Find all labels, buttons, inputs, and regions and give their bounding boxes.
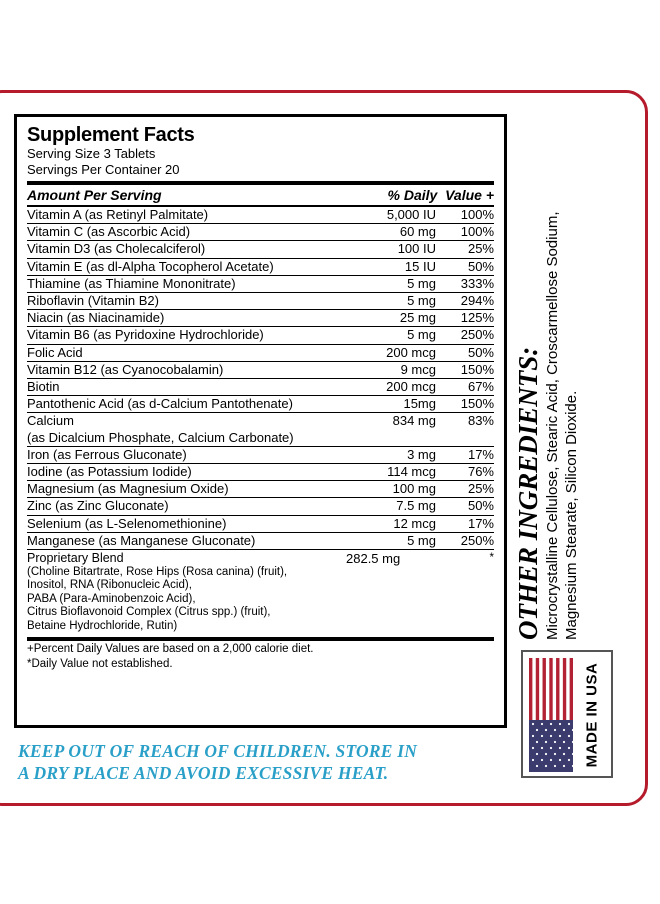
other-ingredients-panel [513,110,603,640]
nutrient-name: Vitamin C (as Ascorbic Acid) [27,224,191,240]
other-ingredients-line-1: Microcrystalline Cellulose, Stearic Acid, Croscarmellose Sodium, [544,211,561,640]
nutrient-row [27,464,494,481]
nutrient-row [27,224,494,241]
nutrient-row [27,241,494,258]
nutrient-name: Vitamin E (as dl-Alpha Tocopherol Acetate) [27,258,274,274]
blend-daily-value: * [489,552,494,565]
nutrient-name: Biotin [27,379,60,395]
nutrient-daily-value: 50% [467,258,494,274]
nutrient-daily-value: 294% [460,293,494,309]
us-flag-icon [529,658,573,772]
nutrient-amount: 7.5 mg [396,498,436,514]
made-in-usa-badge [521,650,613,778]
nutrient-daily-value: 250% [460,532,494,548]
warning-line-1: KEEP OUT OF REACH OF CHILDREN. STORE IN [18,741,418,761]
nutrient-daily-value: 17% [467,446,494,462]
proprietary-blend-row [27,550,494,637]
nutrient-amount: 200 mcg [386,344,436,360]
nutrient-name: Riboflavin (Vitamin B2) [27,293,159,309]
other-ingredients-title: OTHER INGREDIENTS: [513,346,543,640]
nutrient-name: Vitamin B12 (as Cyanocobalamin) [27,361,224,377]
nutrient-amount: 60 mg [399,224,436,240]
nutrient-name: Calcium (as Dicalcium Phosphate, Calcium Carbonate) [27,413,294,445]
other-ingredients-line-2: Magnesium Stearate, Silicon Dioxide. [563,390,580,640]
nutrient-amount: 114 mcg [387,464,436,480]
blend-line: PABA (Para-Aminobenzoic Acid), [27,592,196,605]
nutrient-amount: 5 mg [407,293,436,309]
nutrient-daily-value: 100% [460,207,494,222]
nutrient-row [27,293,494,310]
nutrient-daily-value: 67% [467,379,494,395]
nutrient-daily-value: 150% [460,361,494,377]
daily-value-label: % Daily Value + [387,187,494,203]
nutrient-daily-value: 125% [460,310,494,326]
nutrient-daily-value: 100% [460,224,494,240]
nutrient-amount: 834 mg [392,413,436,429]
nutrient-amount: 5 mg [407,275,436,291]
nutrient-amount: 15 IU [404,258,436,274]
nutrient-amount: 25 mg [399,310,436,326]
nutrient-name: Magnesium (as Magnesium Oxide) [27,481,229,497]
blend-line: Inositol, RNA (Ribonucleic Acid), [27,579,192,592]
warning-line-2: A DRY PLACE AND AVOID EXCESSIVE HEAT. [18,763,389,783]
nutrient-row [27,259,494,276]
nutrient-daily-value: 50% [467,344,494,360]
nutrient-daily-value: 25% [467,481,494,497]
nutrient-amount: 5 mg [407,327,436,343]
nutrient-name: Iodine (as Potassium Iodide) [27,464,192,480]
nutrient-row [27,310,494,327]
blend-line: (Choline Bitartrate, Rose Hips (Rosa canina) (fruit), [27,565,288,578]
footnote-daily-value: *Daily Value not established. [27,657,173,670]
blend-amount: 282.5 mg [346,551,401,567]
servings-per-container: Servings Per Container 20 [27,162,180,177]
supplement-facts-panel [14,114,507,728]
nutrient-name: Manganese (as Manganese Gluconate) [27,532,256,548]
nutrient-name: Niacin (as Niacinamide) [27,310,165,326]
nutrient-daily-value: 25% [467,241,494,257]
nutrient-amount: 5 mg [407,532,436,548]
nutrient-daily-value: 333% [460,275,494,291]
nutrient-amount: 100 IU [397,241,436,257]
nutrient-row [27,276,494,293]
nutrient-amount: 12 mcg [393,515,436,531]
nutrient-row [27,396,494,413]
nutrient-row [27,498,494,515]
nutrient-row [27,447,494,464]
nutrient-daily-value: 50% [467,498,494,514]
serving-size: Serving Size 3 Tablets [27,146,156,161]
blend-line: Proprietary Blend [27,551,124,566]
nutrient-name: Pantothenic Acid (as d-Calcium Pantothenate) [27,396,293,412]
nutrient-name: Zinc (as Zinc Gluconate) [27,498,169,514]
nutrient-amount: 15mg [403,396,436,412]
nutrient-row [27,379,494,396]
nutrient-row [27,345,494,362]
nutrient-name: Vitamin B6 (as Pyridoxine Hydrochloride) [27,327,264,343]
blend-line: Betaine Hydrochloride, Rutin) [27,620,178,633]
nutrient-row [27,481,494,498]
nutrient-list [27,207,494,550]
nutrient-row [27,327,494,344]
footnote-percent: +Percent Daily Values are based on a 2,000 calorie diet. [27,642,314,655]
nutrient-name: Vitamin A (as Retinyl Palmitate) [27,207,209,222]
nutrient-row [27,516,494,533]
nutrient-name: Vitamin D3 (as Cholecalciferol) [27,241,206,257]
nutrient-row [27,533,494,550]
blend-ingredients [27,552,346,634]
nutrient-amount: 5,000 IU [386,207,436,222]
nutrient-daily-value: 150% [460,396,494,412]
nutrient-name: Folic Acid [27,344,83,360]
nutrient-amount: 9 mcg [400,361,436,377]
nutrient-row [27,413,494,446]
blend-line: Citrus Bioflavonoid Complex (Citrus spp.) (fruit), [27,606,271,619]
nutrient-amount: 3 mg [407,446,436,462]
facts-title: Supplement Facts [27,124,195,146]
nutrient-name: Selenium (as L-Selenomethionine) [27,515,227,531]
nutrient-daily-value: 83% [467,413,494,429]
nutrient-row [27,362,494,379]
facts-header [27,185,494,205]
nutrient-amount: 200 mcg [386,379,436,395]
nutrient-daily-value: 17% [467,515,494,531]
nutrient-daily-value: 250% [460,327,494,343]
nutrient-name: Thiamine (as Thiamine Mononitrate) [27,275,236,291]
nutrient-row [27,207,494,224]
amount-per-serving-label: Amount Per Serving [27,187,162,203]
made-in-usa-text: MADE IN USA [583,662,601,768]
nutrient-name: Iron (as Ferrous Gluconate) [27,446,187,462]
nutrient-amount: 100 mg [392,481,436,497]
nutrient-daily-value: 76% [467,464,494,480]
storage-warning [18,740,518,784]
